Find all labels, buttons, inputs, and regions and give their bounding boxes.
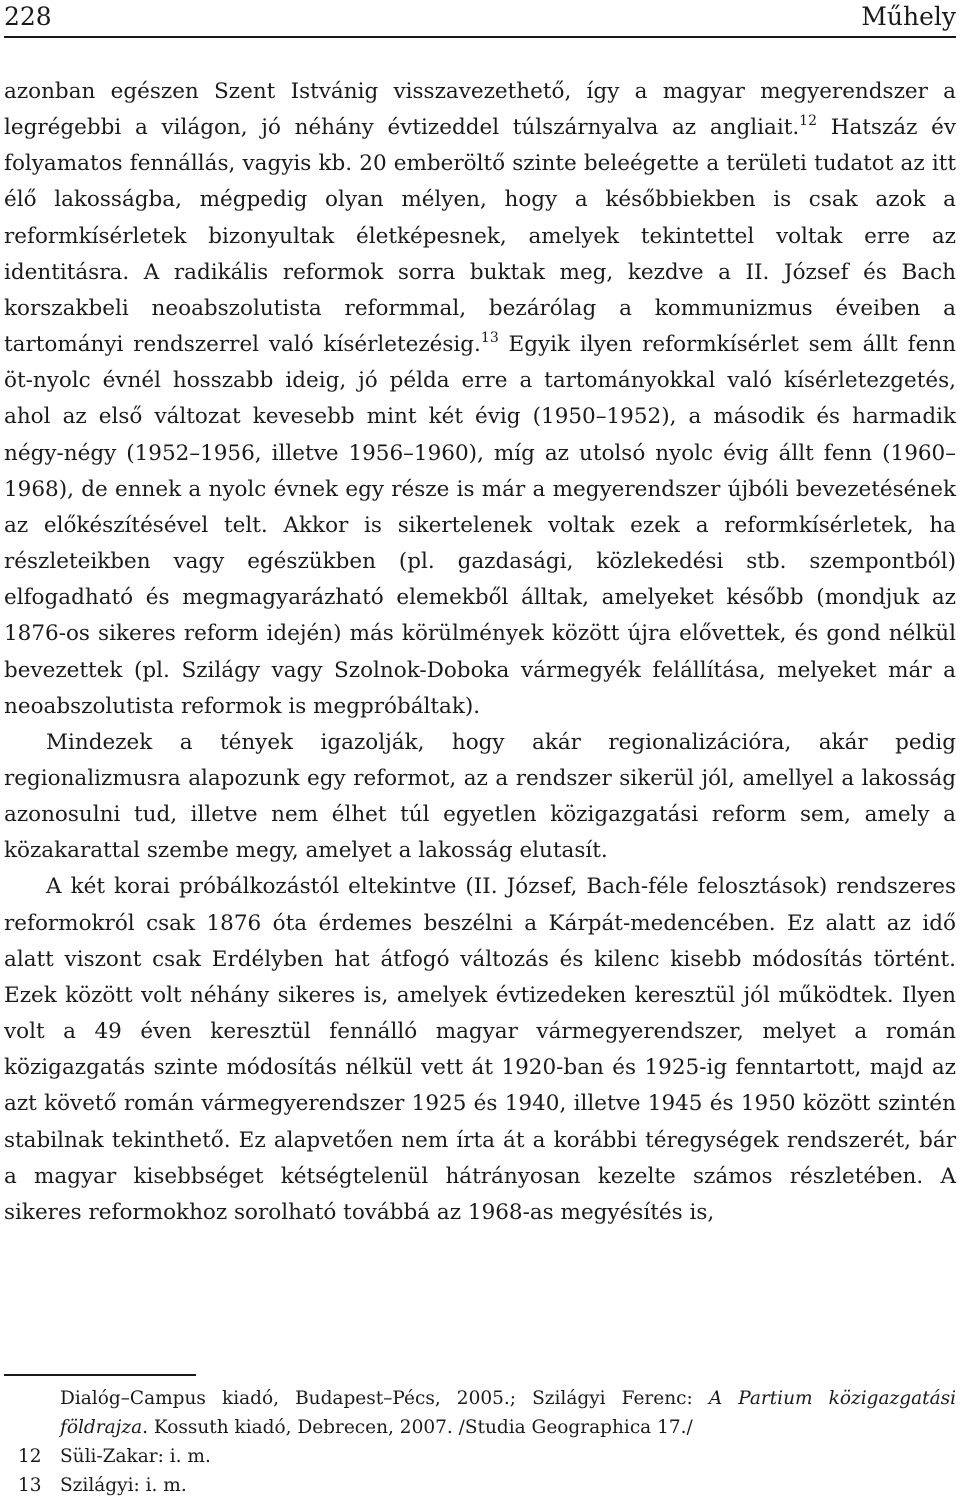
paragraph-1-text-a: azonban egészen Szent Istvánig visszavezethető, így a magyar megyerendszer a legrégebbi a világon, jó néhány évtizeddel túlszárnyalva az angliait. (4, 79, 956, 141)
footnote-number: 12 (18, 1446, 42, 1467)
page-number: 228 (4, 2, 52, 31)
footnote-text: Szilágyi: i. m. (60, 1475, 187, 1496)
body-text (4, 74, 956, 1231)
footnote-continuation-text-b: . Kossuth kiadó, Debrecen, 2007. /Studia Geographica 17./ (142, 1417, 693, 1438)
paragraph-1-text-b: Hatszáz év folyamatos fennállás, vagyis kb. 20 emberöltő szinte beleégette a területi tudatot az itt élő lakosságba, mégpedig olyan mélyen, hogy a későbbiekben is csak azok a reformkísérletek bizonyultak életképesnek, amelyek tekintettel voltak erre az identitásra. A radikális reformok sorra buktak meg, kezdve a II. József és Bach korszakbeli neoabszolutista reformmal, bezárólag a kommunizmus éveiben a tartományi rendszerrel való kísérletezésig. (4, 115, 956, 358)
footnote-ref-12: 12 (799, 113, 817, 130)
paragraph-1 (4, 74, 956, 725)
footnote-text: Süli-Zakar: i. m. (60, 1446, 211, 1467)
footnote-13 (4, 1471, 956, 1500)
footnote-continuation-text-a: Dialóg–Campus kiadó, Budapest–Pécs, 2005.; Szilágyi Ferenc: (60, 1388, 709, 1409)
footnote-12 (4, 1442, 956, 1471)
paragraph-1-text-c: Egyik ilyen reformkísérlet sem állt fenn öt-nyolc évnél hosszabb ideig, jó példa erre a tartományokkal való kísérletezgetés, ahol az első változat kevesebb mint két évig (1950–1952), a második és harmadik négy-négy (1952–1956, illetve 1956–1960), míg az utolsó nyolc évig állt fenn (1960–1968), de ennek a nyolc évnek egy része is már a megyerendszer újbóli bevezetésének az előkészítésével telt. Akkor is sikertelenek voltak ezek a reformkísérletek, ha részleteikben vagy egészükben (pl. gazdasági, közlekedési stb. szempontból) elfogadható és megmagyarázható elemekből álltak, amelyeket később (mondjuk az 1876-os sikeres reform idején) más körülmények között újra elővettek, és gond nélkül bevezettek (pl. Szilágy vagy Szolnok-Doboka vármegyék felállítása, melyeket már a neoabszolutista reformok is megpróbáltak). (4, 332, 956, 719)
paragraph-3: A két korai próbálkozástól eltekintve (II. József, Bach-féle felosztások) rendszeres reformokról csak 1876 óta érdemes beszélni a Kárpát-medencében. Ez alatt az idő alatt viszont csak Erdélyben hat átfogó változás és kilenc kisebb módosítás történt. Ezek között volt néhány sikeres is, amelyek évtizedeken keresztül jól működtek. Ilyen volt a 49 éven keresztül fennálló magyar vármegyerendszer, melyet a román közigazgatás szinte módosítás nélkül vett át 1920-ban és 1925-ig fenntartott, majd az azt követő román vármegyerendszer 1925 és 1940, illetve 1945 és 1950 között szintén stabilnak tekinthető. Ez alapvetően nem írta át a korábbi téregységek rendszerét, bár a magyar kisebbséget kétségtelenül hátrányosan kezelte számos részletében. A sikeres reformokhoz sorolható továbbá az 1968-as megyésítés is, (4, 874, 956, 1225)
footnote-continuation (4, 1384, 956, 1442)
page-header (4, 2, 956, 38)
paragraph-2: Mindezek a tények igazolják, hogy akár regionalizációra, akár pedig regionalizmusra alapozunk egy reformot, az a rendszer sikerül jól, amellyel a lakosság azonosulni tud, illetve nem élhet túl egyetlen közigazgatási reform sem, amely a közakarattal szembe megy, amelyet a lakosság elutasít. (4, 729, 956, 864)
footnotes (4, 1384, 956, 1500)
running-title: Műhely (861, 2, 956, 31)
footnote-ref-13: 13 (480, 330, 499, 347)
footnote-number: 13 (18, 1475, 42, 1496)
footnote-divider (4, 1374, 196, 1376)
footnote-continuation-book-title: A Partium közigazgatási földrajza (60, 1388, 957, 1438)
